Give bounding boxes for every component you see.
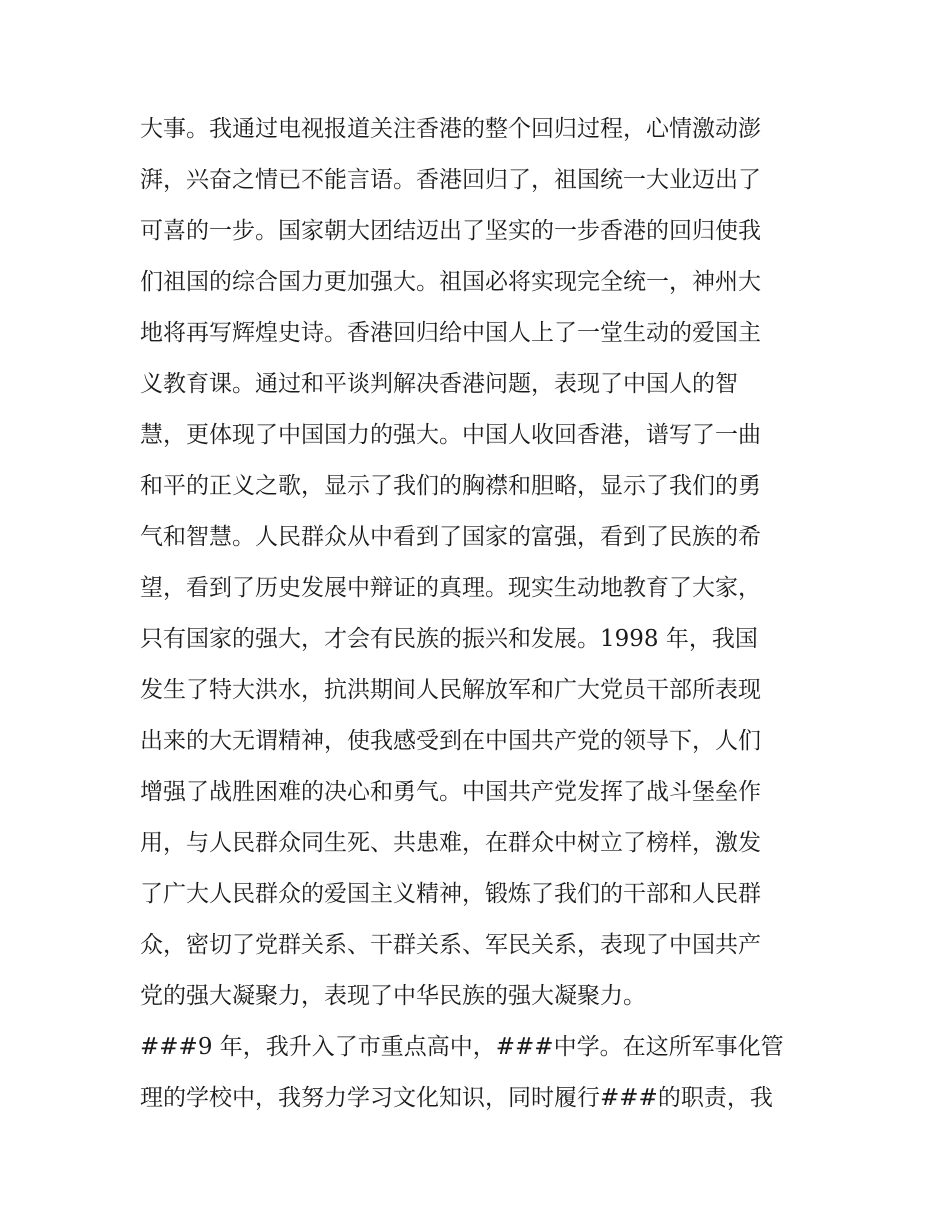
text-line: 了广大人民群众的爱国主义精神，锻炼了我们的干部和人民群 [140, 881, 761, 907]
text-line: 用，与人民群众同生死、共患难，在群众中树立了榜样，激发 [140, 830, 761, 856]
text-line: 只有国家的强大，才会有民族的振兴和发展。1998 年，我国 [140, 626, 758, 652]
text-line: 地将再写辉煌史诗。香港回归给中国人上了一堂生动的爱国主 [140, 320, 761, 346]
text-line: 可喜的一步。国家朝大团结迈出了坚实的一步香港的回归使我 [140, 218, 761, 244]
text-line: 湃，兴奋之情已不能言语。香港回归了，祖国统一大业迈出了 [140, 167, 761, 193]
document-body-text [140, 104, 820, 1124]
text-line: 增强了战胜困难的决心和勇气。中国共产党发挥了战斗堡垒作 [140, 779, 761, 805]
text-line: 慧，更体现了中国国力的强大。中国人收回香港，谱写了一曲 [140, 422, 761, 448]
text-line: 大事。我通过电视报道关注香港的整个回归过程，心情激动澎 [140, 116, 761, 142]
text-line: 出来的大无谓精神，使我感受到在中国共产党的领导下，人们 [140, 728, 761, 754]
text-line: 和平的正义之歌，显示了我们的胸襟和胆略，显示了我们的勇 [140, 473, 761, 499]
text-line: 们祖国的综合国力更加强大。祖国必将实现完全统一，神州大 [140, 269, 761, 295]
text-line: 众，密切了党群关系、干群关系、军民关系，表现了中国共产 [140, 932, 761, 958]
text-line: 发生了特大洪水，抗洪期间人民解放军和广大党员干部所表现 [140, 677, 761, 703]
text-line: 望，看到了历史发展中辩证的真理。现实生动地教育了大家， [140, 575, 761, 601]
text-line: 义教育课。通过和平谈判解决香港问题，表现了中国人的智 [140, 371, 738, 397]
text-line: 气和智慧。人民群众从中看到了国家的富强，看到了民族的希 [140, 524, 761, 550]
text-line: 党的强大凝聚力，表现了中华民族的强大凝聚力。 [140, 983, 646, 1009]
text-line: 理的学校中，我努力学习文化知识，同时履行###的职责，我 [140, 1085, 773, 1111]
text-line: ###9 年，我升入了市重点高中，###中学。在这所军事化管 [140, 1034, 784, 1060]
